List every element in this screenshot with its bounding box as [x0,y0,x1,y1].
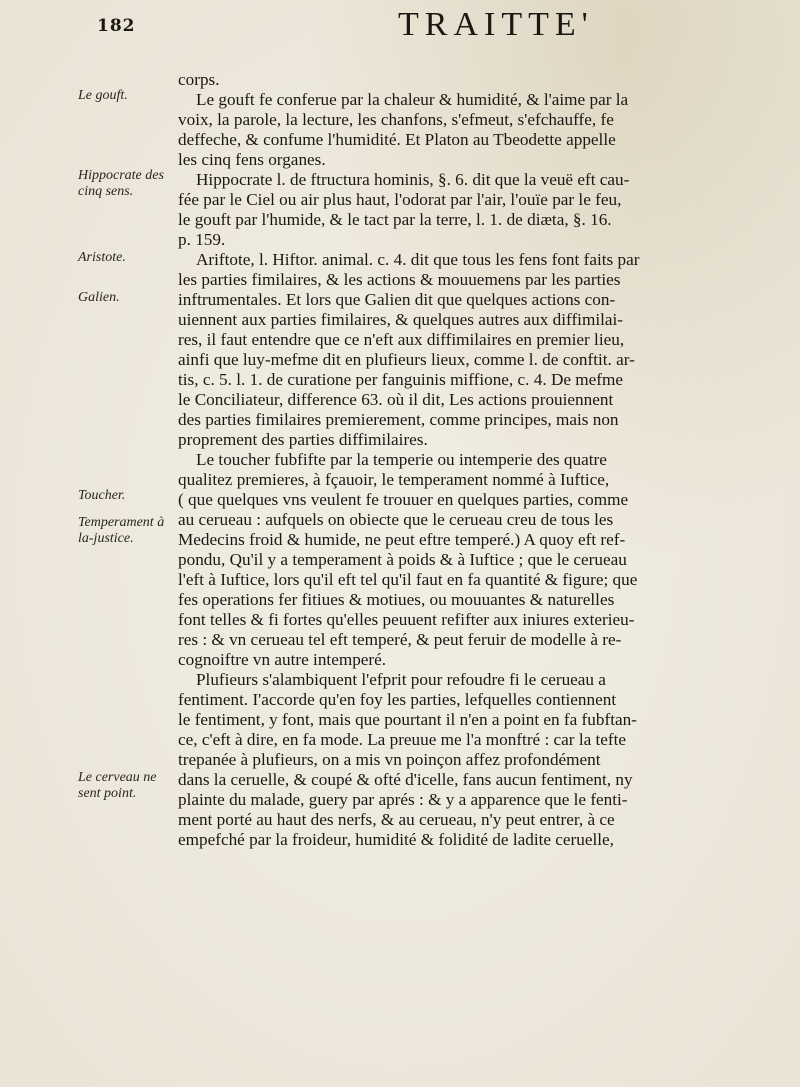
text-line: fes operations fer fitiues & motiues, ou mouuantes & naturelles [178,590,615,609]
body-text [178,70,778,850]
text-line: cognoiftre vn autre intemperé. [178,650,387,669]
text-line: au cerueau : aufquels on obiecte que le cerueau creu de tous les [178,510,614,529]
text-line: empefché par la froideur, humidité & folidité de ladite ceruelle, [178,830,614,849]
margin-note-cerveau: Le cerveau ne sent point. [78,770,157,801]
text-line: ainfi que luy-mefme dit en plufieurs lieux, comme l. de conftit. ar- [178,350,635,369]
text-line: trepanée à plufieurs, on a mis vn poinçon affez profondément [178,750,601,769]
text-line: corps. [178,70,220,89]
text-line: qualitez premieres, à fçauoir, le temperament nommé à Iuftice, [178,470,610,489]
text-line: pondu, Qu'il y a temperament à poids & à Iuftice ; que le cerueau [178,550,627,569]
text-line: ( que quelques vns veulent fe trouuer en quelques parties, comme [178,490,629,509]
text-line: Le gouft fe conferue par la chaleur & humidité, & l'aime par la [196,90,629,109]
text-line: le Conciliateur, difference 63. où il dit, Les actions prouiennent [178,390,614,409]
text-line: Plufieurs s'alambiquent l'efprit pour refoudre fi le cerueau a [196,670,606,689]
margin-note-aristote: Aristote. [78,250,126,265]
text-line: res, il faut entendre que ce n'eft aux diffimilaires en premier lieu, [178,330,625,349]
text-line: ce, c'eft à dire, en fa mode. La preuue me l'a monftré : car la tefte [178,730,627,749]
text-line: inftrumentales. Et lors que Galien dit que quelques actions con- [178,290,616,309]
margin-note-temperament: Temperament à la-justice. [78,515,165,546]
running-title: TRAITTE' [398,6,594,43]
text-line: p. 159. [178,230,226,249]
text-line: le gouft par l'humide, & le tact par la terre, l. 1. de diæta, §. 16. [178,210,612,229]
text-line: fée par le Ciel ou air plus haut, l'odorat par l'air, l'ouïe par le feu, [178,190,622,209]
text-line: tis, c. 5. l. 1. de curatione per fanguinis miffione, c. 4. De mefme [178,370,623,389]
text-line: l'eft à Iuftice, lors qu'il eft tel qu'il faut en fa quantité & figure; que [178,570,638,589]
margin-note-galien: Galien. [78,290,120,305]
margin-note-toucher: Toucher. [78,488,126,503]
text-line: Le toucher fubfifte par la temperie ou intemperie des quatre [196,450,607,469]
text-line: des parties fimilaires premierement, comme principes, mais non [178,410,619,429]
margin-note-hippocrate: Hippocrate des cinq sens. [78,168,164,199]
page-number: 182 [97,16,136,36]
text-line: font telles & fi fortes qu'elles peuuent refifter aux iniures exterieu- [178,610,635,629]
text-line: proprement des parties diffimilaires. [178,430,428,449]
text-line: Medecins froid & humide, ne peut eftre temperé.) A quoy eft ref- [178,530,626,549]
text-line: res : & vn cerueau tel eft temperé, & peut feruir de modelle à re- [178,630,622,649]
text-line: fentiment. I'accorde qu'en foy les parties, lefquelles contiennent [178,690,617,709]
text-line: ment porté au haut des nerfs, & au cerueau, n'y peut entrer, à ce [178,810,615,829]
text-line: Hippocrate l. de ftructura hominis, §. 6. dit que la veuë eft cau- [196,170,630,189]
text-line: uiennent aux parties fimilaires, & quelques autres aux diffimilai- [178,310,623,329]
text-line: plainte du malade, guery par aprés : & y a apparence que le fenti- [178,790,628,809]
text-line: les cinq fens organes. [178,150,326,169]
text-line: le fentiment, y font, mais que pourtant il n'en a point en fa fubftan- [178,710,637,729]
text-line: Ariftote, l. Hiftor. animal. c. 4. dit que tous les fens font faits par [196,250,640,269]
text-line: les parties fimilaires, & les actions & mouuemens par les parties [178,270,621,289]
text-line: dans la ceruelle, & coupé & ofté d'icelle, fans aucun fentiment, ny [178,770,633,789]
text-line: voix, la parole, la lecture, les chanfons, s'efmeut, s'efchauffe, fe [178,110,614,129]
margin-note-gouft: Le gouft. [78,88,128,103]
text-line: deffeche, & confume l'humidité. Et Platon au Tbeodette appelle [178,130,616,149]
